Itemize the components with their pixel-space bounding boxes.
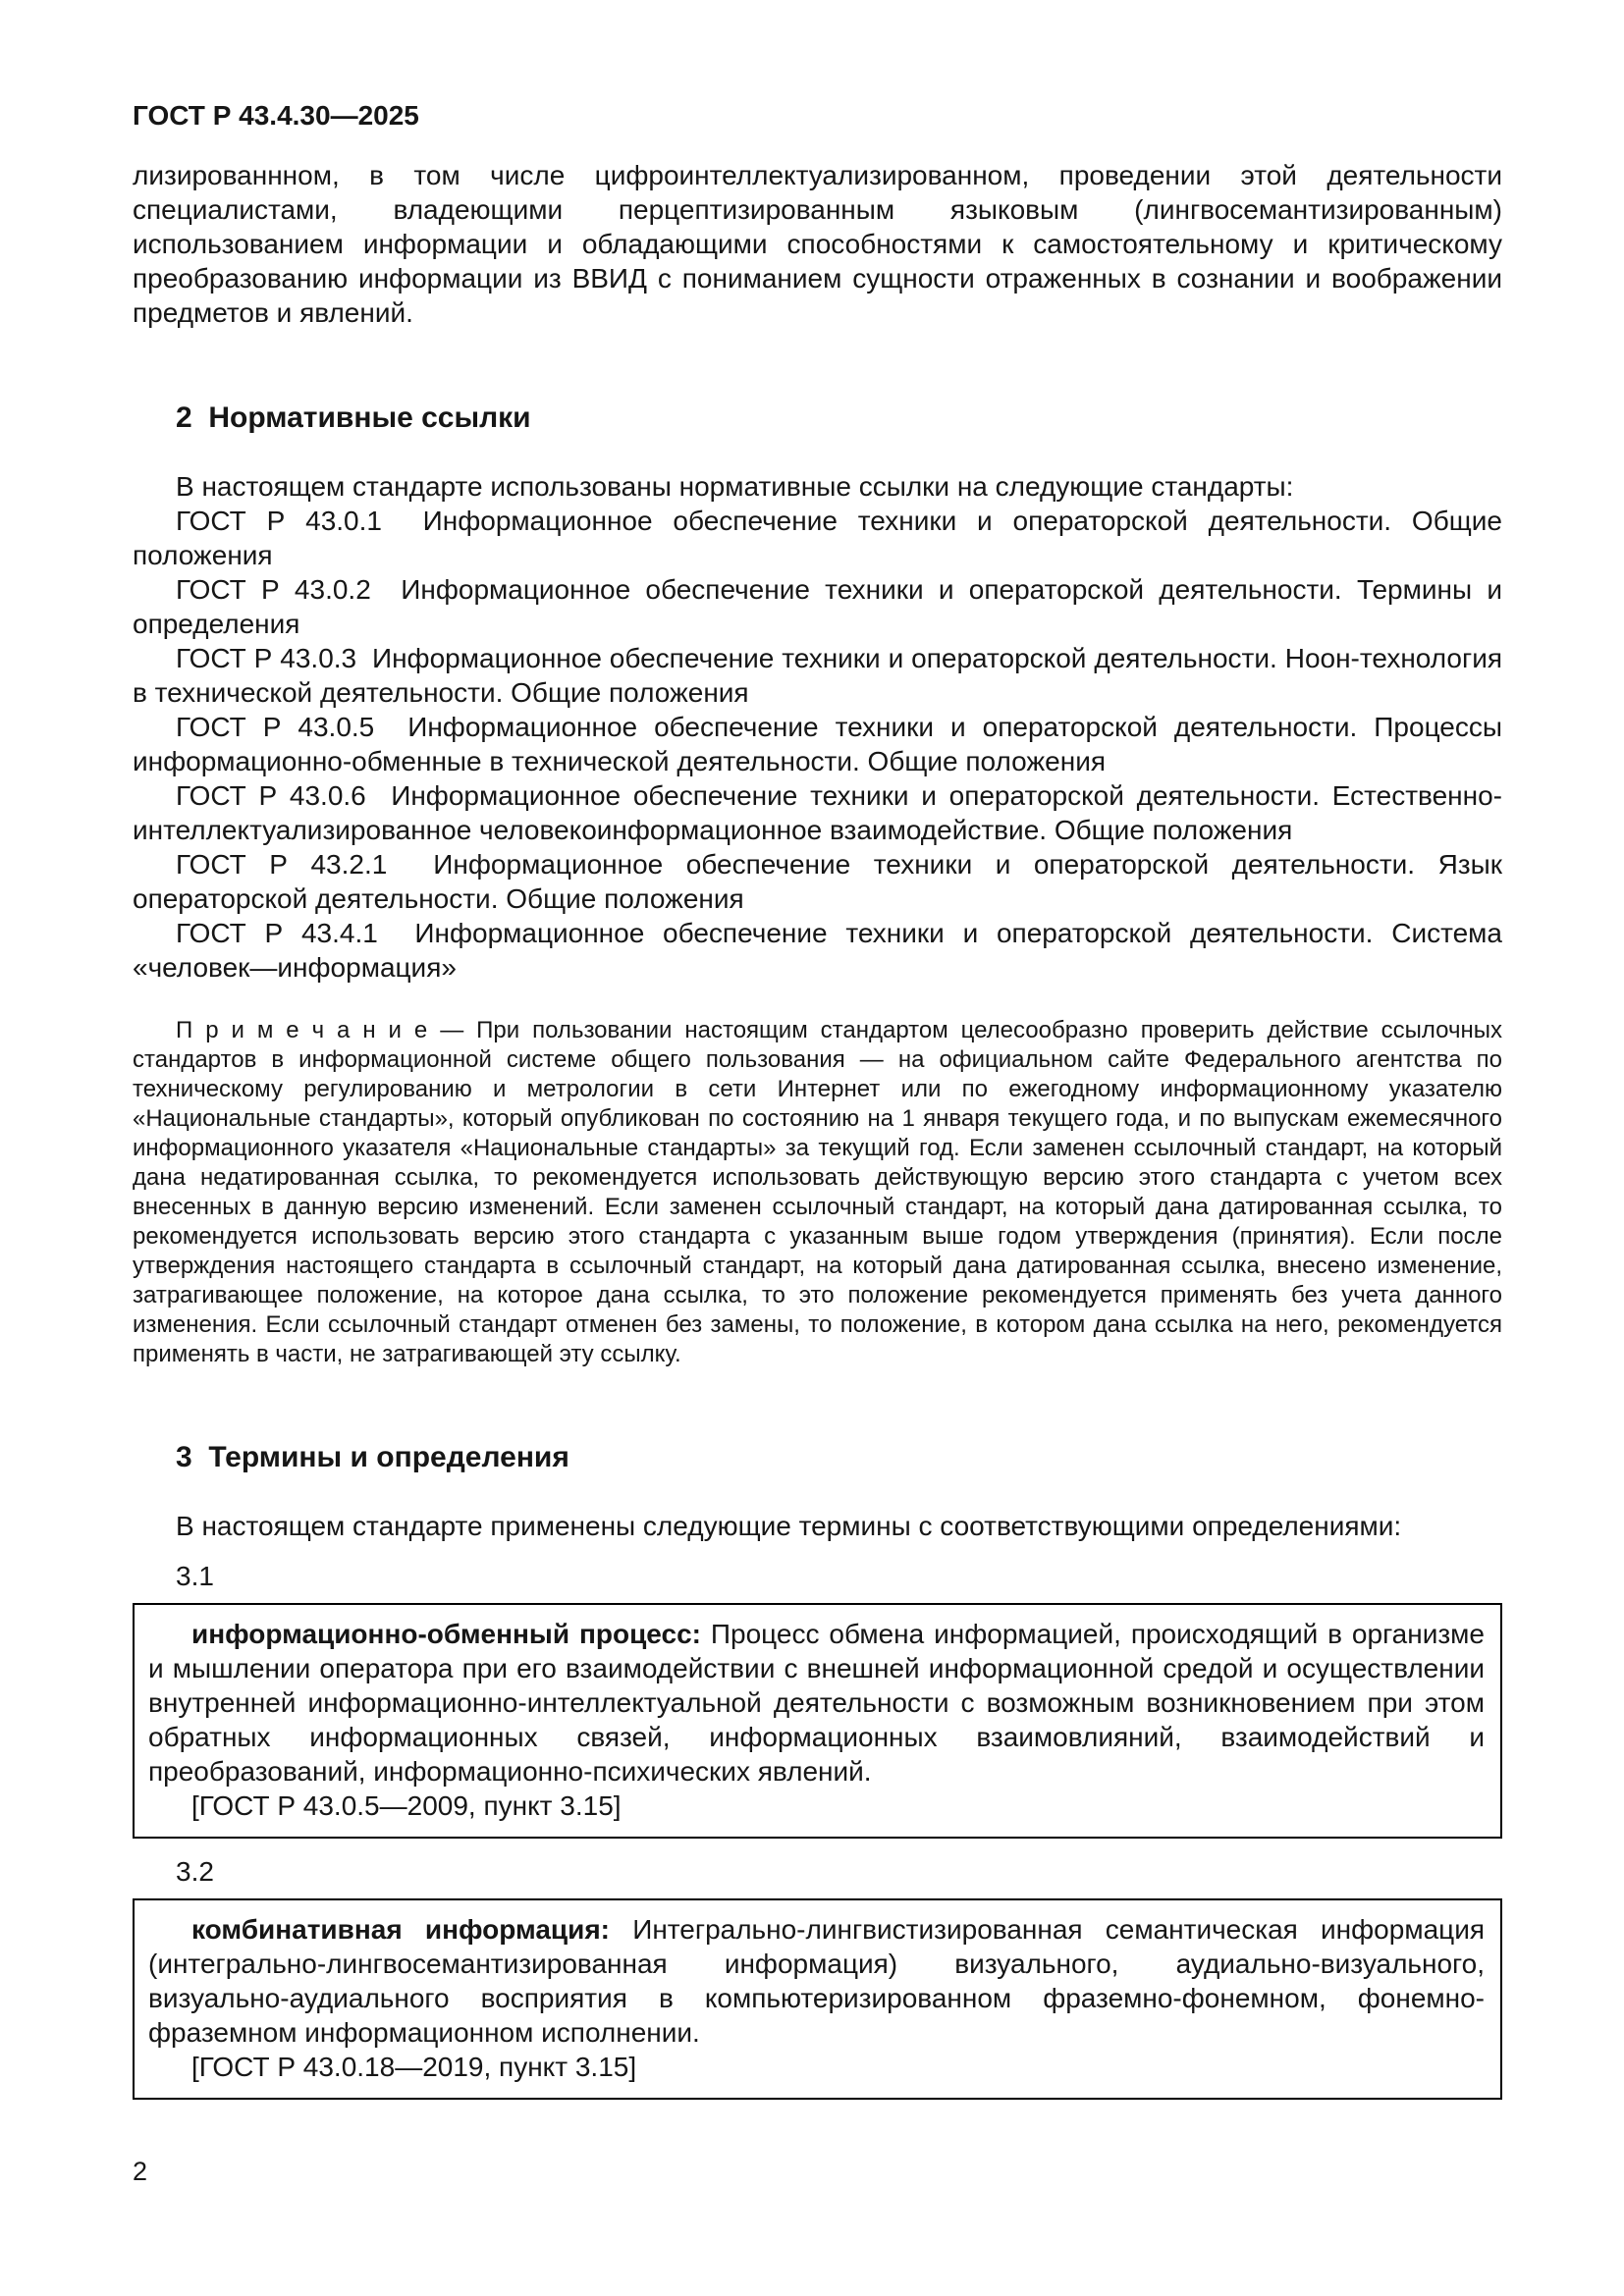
reference-item-6: ГОСТ Р 43.2.1 Информационное обеспечение техники и операторской деятельности. Язык операторской деятельности. Общие положения [133, 849, 1502, 914]
term-definition-3-2 [148, 1912, 1485, 2050]
reference-item-5: ГОСТ Р 43.0.6 Информационное обеспечение техники и операторской деятельности. Естественно-интеллектуализированное человекоинформационное взаимодействие. Общие положения [133, 780, 1502, 845]
section-3-intro: В настоящем стандарте применены следующие термины с соответствующими определениями: [176, 1511, 1402, 1541]
term-definition-3-1 [148, 1617, 1485, 1789]
term-number-3-2: 3.2 [176, 1856, 214, 1887]
term-name-3-1: информационно-обменный процесс: [191, 1619, 701, 1649]
term-number-3-1: 3.1 [176, 1561, 214, 1591]
reference-item-2: ГОСТ Р 43.0.2 Информационное обеспечение техники и операторской деятельности. Термины и определения [133, 574, 1502, 639]
term-text-3-1: Процесс обмена информацией, происходящий в организме и мышлении оператора при его взаимодействии с внешней информационной средой и осуществлении внутренней информационно-интеллектуальной деятельности с возможным возникновением при этом обратных информационных связей, информационных взаимовлияний, взаимодействий и преобразований, информационно-психических явлений. [148, 1619, 1486, 1787]
reference-item-1: ГОСТ Р 43.0.1 Информационное обеспечение техники и операторской деятельности. Общие положения [133, 506, 1502, 570]
note-label: П р и м е ч а н и е [176, 1017, 428, 1043]
reference-item-3: ГОСТ Р 43.0.3 Информационное обеспечение техники и операторской деятельности. Ноон-технология в технической деятельности. Общие положения [133, 643, 1502, 708]
term-name-3-2: комбинативная информация: [191, 1914, 610, 1945]
term-box-3-1 [133, 1603, 1502, 1839]
reference-item-4: ГОСТ Р 43.0.5 Информационное обеспечение техники и операторской деятельности. Процессы информационно-обменные в технической деятельности. Общие положения [133, 712, 1502, 776]
note-paragraph [133, 1016, 1502, 1369]
section-3-heading: 3 Термины и определения [176, 1441, 569, 1473]
term-text-3-2: Интегрально-лингвистизированная семантическая информация (интегрально-лингвосемантизированная информация) визуального, аудиально-визуального, визуально-аудиального восприятия в компьютеризированном фраземно-фонемном, фонемно-фраземном информационном исполнении. [148, 1914, 1485, 2048]
section-2-heading: 2 Нормативные ссылки [176, 401, 531, 434]
section-2-intro: В настоящем стандарте использованы нормативные ссылки на следующие стандарты: [176, 471, 1294, 502]
term-source-3-1: [ГОСТ Р 43.0.5—2009, пункт 3.15] [191, 1790, 622, 1821]
page-number: 2 [133, 2157, 148, 2186]
note-text: — При пользовании настоящим стандартом целесообразно проверить действие ссылочных стандартов в информационной системе общего пользования — на официальном сайте Федерального агентства по техническому регулированию и метрологии в сети Интернет или по ежегодному информационному указателю «Национальные стандарты», который опубликован по состоянию на 1 января текущего года, и по выпускам ежемесячного информационного указателя «Национальные стандарты» за текущий год. Если заменен ссылочный стандарт, на который дана недатированная ссылка, то рекомендуется использовать действующую версию этого стандарта с учетом всех внесенных в данную версию изменений. Если заменен ссылочный стандарт, на который дана датированная ссылка, то рекомендуется использовать версию этого стандарта с указанным выше годом утверждения (принятия). Если после утверждения настоящего стандарта в ссылочный стандарт, на который дана датированная ссылка, внесено изменение, затрагивающее положение, на которое дана ссылка, то это положение рекомендуется применять без учета данного изменения. Если ссылочный стандарт отменен без замены, то положение, в котором дана ссылка на него, рекомендуется применять в части, не затрагивающей эту ссылку. [133, 1017, 1502, 1367]
term-box-3-2 [133, 1898, 1502, 2100]
continued-paragraph: лизированнном, в том числе цифроинтеллектуализированном, проведении этой деятельности специалистами, владеющими перцептизированным языковым (лингвосемантизированным) использованием информации и обладающими способностями к самостоятельному и критическому преобразованию информации из ВВИД с пониманием сущности отраженных в сознании и воображении предметов и явлений. [133, 160, 1502, 328]
term-source-3-2: [ГОСТ Р 43.0.18—2019, пункт 3.15] [191, 2052, 637, 2082]
reference-item-7: ГОСТ Р 43.4.1 Информационное обеспечение техники и операторской деятельности. Система «человек—информация» [133, 918, 1502, 983]
document-standard-number: ГОСТ Р 43.4.30—2025 [133, 100, 419, 131]
